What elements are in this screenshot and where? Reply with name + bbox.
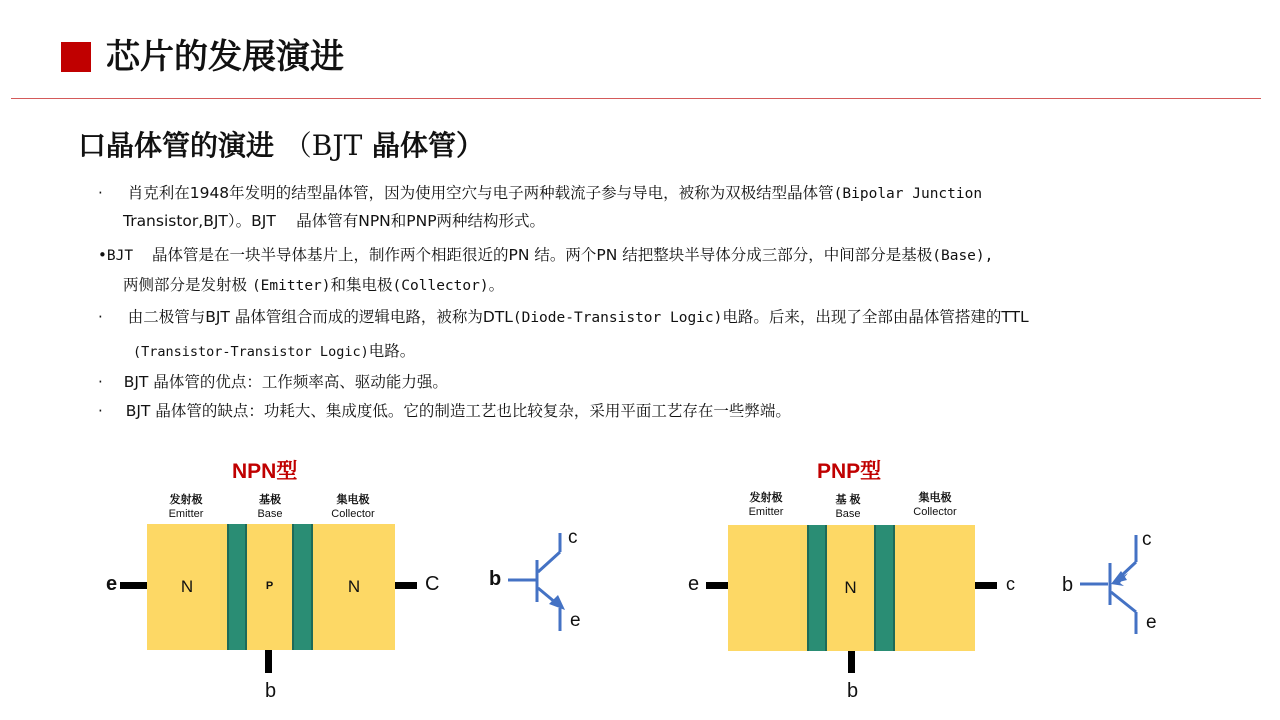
paragraph-2-mono-b: (Base), — [932, 248, 994, 264]
paragraph-1-line2: Transistor,BJT）。BJT 晶体管有NPN和PNP两种结构形式。 — [123, 212, 546, 230]
npn-collector-lead — [395, 582, 417, 589]
paragraph-2-mono-a: BJT — [106, 248, 134, 264]
pnp-junction-left — [807, 525, 827, 651]
npn-collector-label — [320, 493, 386, 521]
pnp-emitter-region — [728, 525, 807, 651]
header-divider — [11, 98, 1261, 99]
pnp-collector-cn: 集电极 — [918, 492, 952, 504]
npn-emitter-en: Emitter — [168, 508, 204, 520]
npn-terminal-b: b — [265, 680, 277, 702]
pnp-symbol-icon — [0, 0, 1, 1]
bullet: · — [98, 308, 103, 326]
npn-junction-right — [292, 524, 313, 650]
paragraph-3-line1-a: 由二极管与BJT 晶体管组合而成的逻辑电路，被称为DTL — [127, 308, 513, 326]
npn-terminal-e: e — [106, 573, 118, 595]
npn-collector-en: Collector — [331, 508, 375, 520]
section-heading-suffix: 晶体管） — [372, 129, 485, 162]
npn-left-region-letter: N — [180, 577, 194, 596]
pnp-collector-en: Collector — [913, 506, 957, 518]
bullet: • — [98, 246, 107, 264]
npn-symbol-e: e — [570, 610, 581, 631]
bullet: · — [98, 373, 103, 391]
npn-junction-left — [227, 524, 247, 650]
pnp-terminal-c: c — [1006, 574, 1015, 594]
paragraph-2-line2 — [123, 270, 504, 301]
paragraph-2-line2-b: 和集电极 — [330, 276, 393, 294]
pnp-terminal-b: b — [847, 680, 859, 702]
npn-title: NPN型 — [232, 460, 298, 483]
pnp-symbol-b: b — [1062, 574, 1074, 596]
pnp-junction-right — [874, 525, 895, 651]
pnp-base-lead — [848, 651, 855, 673]
paragraph-4-text: BJT 晶体管的优点：工作频率高、驱动能力强。 — [123, 373, 448, 391]
pnp-emitter-en: Emitter — [748, 506, 784, 518]
paragraph-2-line2-mono-b: (Collector) — [392, 278, 489, 294]
paragraph-2-line2-a: 两侧部分是发射极 — [123, 276, 248, 294]
npn-emitter-lead — [120, 582, 147, 589]
paragraph-1-line1: 肖克利在1948年发明的结型晶体管，因为使用空穴与电子两种载流子参与导电，被称为双极结型晶体管 — [127, 184, 834, 202]
pnp-collector-lead — [975, 582, 997, 589]
title-marker — [61, 42, 91, 72]
paragraph-3-line1-mono: (Diode-Transistor Logic) — [512, 310, 723, 326]
npn-mid-region-letter: P — [265, 580, 274, 592]
pnp-collector-region — [895, 525, 975, 651]
npn-symbol-c: c — [568, 527, 578, 548]
paragraph-5 — [98, 396, 791, 426]
pnp-terminal-e: e — [688, 573, 700, 595]
pnp-title: PNP型 — [817, 460, 882, 483]
paragraph-2-line2-mono-a: (Emitter) — [251, 278, 331, 294]
npn-right-region-letter: N — [347, 577, 361, 596]
npn-terminal-c: C — [425, 573, 440, 595]
paragraph-4 — [98, 367, 448, 397]
paragraph-1-line1-mono: (Bipolar Junction — [833, 186, 983, 202]
paragraph-2-line2-c: 。 — [488, 276, 505, 294]
pnp-emitter-lead — [706, 582, 728, 589]
npn-base-cn: 基极 — [259, 494, 281, 506]
pnp-symbol-c: c — [1142, 529, 1152, 550]
pnp-emitter-label — [738, 491, 794, 519]
paragraph-2 — [98, 240, 993, 271]
pnp-base-label — [820, 493, 876, 521]
paragraph-5-text: BJT 晶体管的缺点：功耗大、集成度低。它的制造工艺也比较复杂，采用平面工艺存在一些弊端。 — [125, 402, 791, 420]
paragraph-3-line2 — [133, 336, 415, 367]
paragraph-3-line2-mono: (Transistor-Transistor Logic) — [133, 344, 369, 360]
npn-base-label — [242, 493, 298, 521]
pnp-base-cn: 基 极 — [835, 494, 861, 506]
npn-base-en: Base — [257, 508, 283, 520]
paragraph-2-line1: 晶体管是在一块半导体基片上，制作两个相距很近的PN 结。两个PN 结把整块半导体分成三部分，中间部分是基极 — [152, 246, 933, 264]
bullet: · — [98, 402, 103, 420]
pnp-collector-label — [902, 491, 968, 519]
npn-base-lead — [265, 650, 272, 673]
paragraph-3-line2-b: 电路。 — [368, 342, 416, 360]
pnp-symbol-e: e — [1146, 612, 1157, 633]
npn-emitter-cn: 发射极 — [169, 494, 203, 506]
page-title: 芯片的发展演进 — [106, 37, 344, 77]
bullet: · — [98, 184, 103, 202]
paragraph-1 — [98, 178, 982, 209]
section-heading — [78, 128, 484, 164]
pnp-mid-region-letter: N — [844, 578, 857, 597]
paragraph-3 — [98, 302, 1029, 333]
npn-symbol-b: b — [489, 568, 502, 590]
section-heading-latin: （BJT — [283, 129, 363, 162]
paragraph-3-line1-b: 电路。后来，出现了全部由晶体管搭建的TTL — [722, 308, 1029, 326]
npn-emitter-label — [158, 493, 214, 521]
section-heading-prefix: 口晶体管的演进 — [78, 129, 275, 162]
pnp-emitter-cn: 发射极 — [749, 492, 783, 504]
pnp-base-en: Base — [835, 508, 861, 520]
npn-collector-cn: 集电极 — [336, 494, 370, 506]
